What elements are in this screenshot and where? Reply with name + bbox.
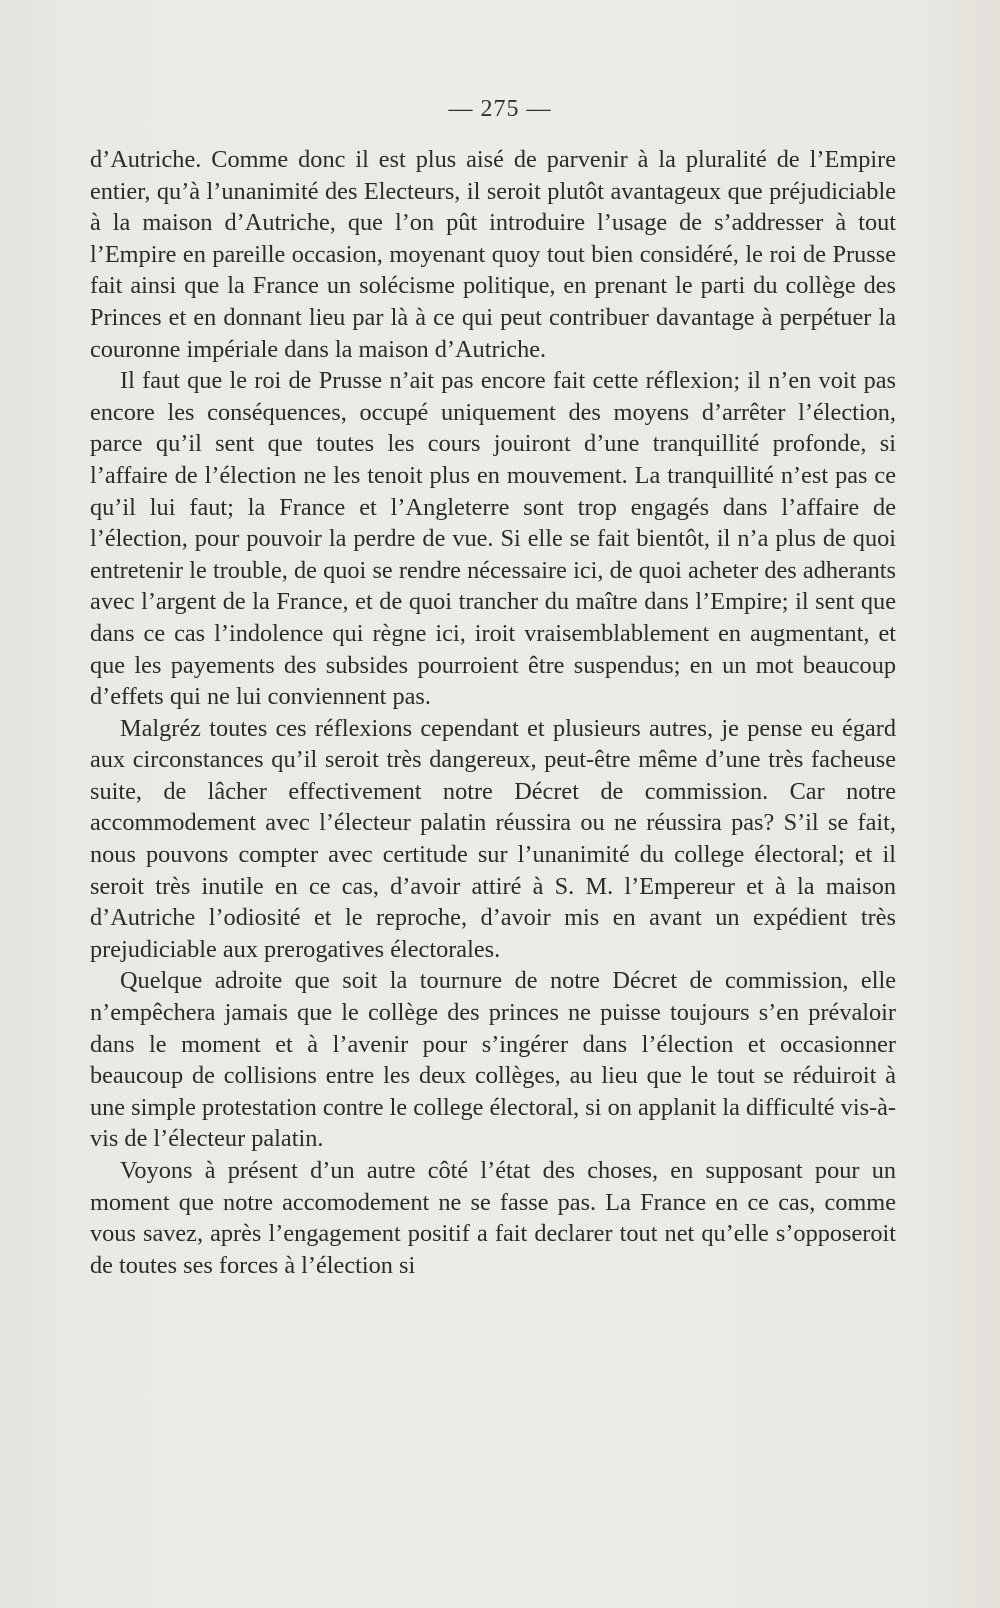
paragraph-5: Voyons à présent d’un autre côté l’état des choses, en supposant pour un moment que notre accomodement ne se fasse pas. La France en ce cas, comme vous savez, après l’engagement positif a fait declarer tout net qu’elle s’opposeroit de toutes ses forces à l’élection si [90,1157,896,1279]
paragraph-3: Malgréz toutes ces réflexions cependant et plusieurs autres, je pense eu égard aux circonstances qu’il seroit très dangereux, peut-être même d’une très facheuse suite, de lâcher effectivement notre Décret de commission. Car notre accommodement avec l’électeur palatin réussira ou ne réussira pas? S’il se fait, nous pouvons compter avec certitude sur l’unanimité du college électoral; et il seroit très inutile en ce cas, d’avoir attiré à S. M. l’Empereur et à la maison d’Autriche l’odiosité et le reproche, d’avoir mis en avant un expédient très prejudiciable aux prerogatives électorales. [90,714,896,963]
paragraph-2: Il faut que le roi de Prusse n’ait pas encore fait cette réflexion; il n’en voit pas encore les conséquences, occupé uniquement des moyens d’arrêter l’élection, parce qu’il sent que toutes les cours jouiront d’une tranquillité profonde, si l’affaire de l’élection ne les tenoit plus en mouvement. La tranquillité n’est pas ce qu’il lui faut; la France et l’Angleterre sont trop engagés dans l’affaire de l’élection, pour pouvoir la perdre de vue. Si elle se fait bientôt, il n’a plus de quoi entretenir le trouble, de quoi se rendre nécessaire ici, de quoi acheter des adherants avec l’argent de la France, et de quoi trancher du maître dans l’Empire; il sent que dans ce cas l’indolence qui règne ici, iroit vraisemblablement en augmentant, et que les payements des subsides pourroient être suspendus; en un mot beaucoup d’effets qui ne lui conviennent pas. [90,367,896,711]
paragraph-4: Quelque adroite que soit la tournure de notre Décret de commission, elle n’empêchera jamais que le collège des princes ne puisse toujours s’en prévaloir dans le moment et à l’avenir pour s’ingérer dans l’élection et occasionner beaucoup de collisions entre les deux collèges, au lieu que le tout se réduiroit à une simple protestation contre le college électoral, si on applanit la difficulté vis-à-vis de l’électeur palatin. [90,967,896,1153]
page-number: — 275 — [448,96,552,122]
paragraph-1: d’Autriche. Comme donc il est plus aisé de parvenir à la pluralité de l’Empire entier, qu’à l’unanimité des Electeurs, il seroit plutôt avantageux que préjudiciable à la maison d’Autriche, que l’on pût introduire l’usage de s’addresser à tout l’Empire en pareille occasion, moyenant quoy tout bien considéré, le roi de Prusse fait ainsi que la France un solécisme politique, en prenant le parti du collège des Princes et en donnant lieu par là à ce qui peut contribuer davantage à perpétuer la couronne impériale dans la maison d’Autriche. [90,146,896,363]
page-body [90,144,896,1281]
